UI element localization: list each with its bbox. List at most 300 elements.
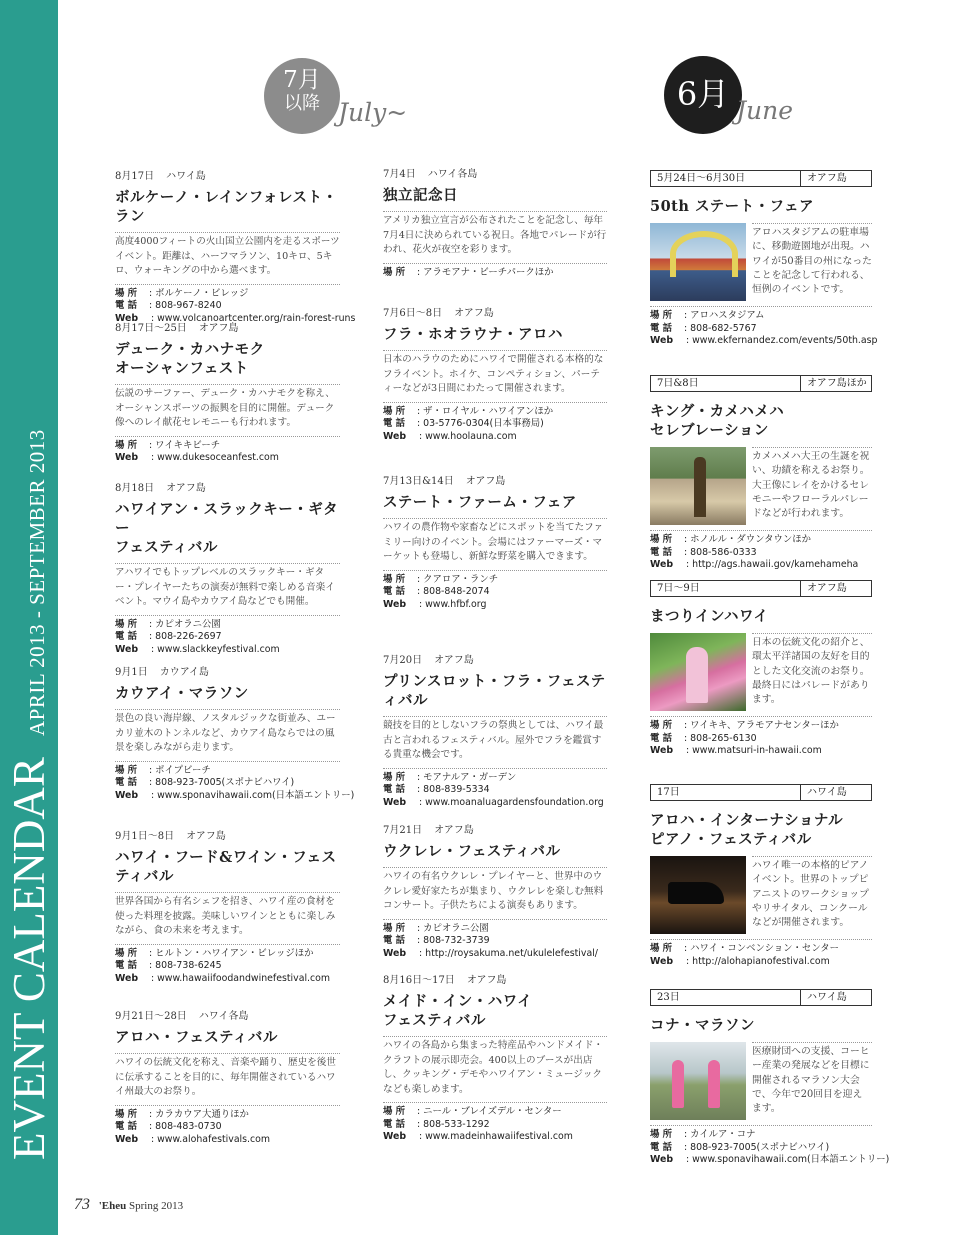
event-phone: 808-848-2074 bbox=[423, 586, 490, 597]
event-venue: ワイキキ、アラモアナセンターほか bbox=[690, 720, 839, 731]
event-phone: 808-483-0730 bbox=[155, 1121, 222, 1132]
event-phone: 808-732-3739 bbox=[423, 935, 490, 946]
event-venue: ザ・ロイヤル・ハワイアンほか bbox=[423, 405, 554, 417]
info-label: 電 話 bbox=[650, 546, 673, 558]
event-title-line: メイド・イン・ハワイ bbox=[383, 993, 533, 1010]
month-label: 6月 bbox=[676, 75, 730, 113]
event-phone: 808-839-5334 bbox=[423, 784, 490, 795]
event-entry bbox=[115, 830, 340, 985]
phone-row: 電 話 : 808-586-0333 bbox=[650, 546, 757, 558]
info-label: 場 所 bbox=[650, 534, 673, 545]
event-body bbox=[650, 223, 872, 301]
event-date: 9月1日～8日 bbox=[115, 831, 175, 842]
event-title-line: アロハ・インターナショナル bbox=[650, 812, 844, 829]
event-web-link[interactable]: www.matsuri-in-hawaii.com bbox=[692, 745, 822, 756]
event-title-line: ボルケーノ・レインフォレスト・ラン bbox=[115, 189, 338, 225]
event-island: オアフ島 bbox=[807, 583, 847, 594]
phone-row: 電 話 : 808-265-6130 bbox=[650, 732, 757, 744]
month-script-july: July~ bbox=[338, 98, 408, 127]
event-island: カウアイ島 bbox=[159, 667, 209, 678]
month-suffix: 以降 bbox=[284, 93, 320, 114]
phone-row: 電 話 : 808-848-2074 bbox=[383, 586, 490, 597]
event-title-line: ウクレレ・フェスティバル bbox=[383, 843, 561, 860]
web-row: Web : www.ekfernandez.com/events/50th.asp bbox=[650, 335, 878, 346]
event-title bbox=[650, 1016, 872, 1035]
event-date-line bbox=[383, 307, 607, 321]
event-title bbox=[383, 186, 607, 205]
event-island: オアフ島 bbox=[198, 323, 239, 334]
info-label: Web bbox=[383, 1131, 407, 1142]
event-title-line: ピアノ・フェスティバル bbox=[650, 831, 812, 848]
event-description: ハワイの農作物や家畜などにスポットを当てたファミリー向けのイベント。会場にはファーマーズ・マーケットも登場し、新鮮な野菜を購入できます。 bbox=[383, 518, 607, 565]
event-phone: 03-5776-0304(日本事務局) bbox=[423, 418, 544, 429]
event-entry bbox=[650, 170, 878, 348]
event-web-link[interactable]: www.dukesoceanfest.com bbox=[157, 452, 279, 463]
phone-row: 電 話 : 808-226-2697 bbox=[115, 631, 222, 642]
info-label: 場 所 bbox=[650, 310, 673, 321]
event-date-line bbox=[383, 168, 607, 182]
event-title bbox=[650, 607, 872, 626]
event-description: アハワイでもトップレベルのスラックキー・ギター・プレイヤーたちの演奏が無料で楽しめる音楽イベント。マウイ島やカウアイ島などでも開催。 bbox=[115, 563, 340, 610]
event-title bbox=[115, 848, 340, 886]
event-title bbox=[115, 1028, 340, 1047]
event-island: ハワイ各島 bbox=[198, 1011, 249, 1022]
event-info bbox=[115, 615, 340, 657]
event-description: ハワイ唯一の本格的ピアノイベント。世界のトップピアニストのワークショップやリサイタル、コンクールなどが開催されます。 bbox=[752, 856, 872, 934]
venue-row: 場 所 : ポイプビーチ bbox=[115, 764, 211, 776]
event-entry bbox=[115, 666, 355, 802]
event-web-link[interactable]: www.hawaiifoodandwinefestival.com bbox=[157, 972, 331, 984]
event-date: 8月17日～25日 bbox=[115, 323, 187, 334]
info-label: 電 話 bbox=[650, 732, 673, 744]
event-date-line bbox=[115, 322, 340, 336]
event-title-line: キング・カメハメハ bbox=[650, 403, 785, 420]
info-label: 電 話 bbox=[650, 322, 673, 334]
event-description: ハワイの各島から集まった特産品やハンドメイド・クラフトの展示即売会。400以上のブースが出店し、クッキング・デモやハワイアン・ミュージックなども楽しめます。 bbox=[383, 1036, 607, 1097]
event-island: ハワイ島 bbox=[807, 992, 847, 1003]
event-island: ハワイ島 bbox=[166, 171, 206, 182]
event-description: ハワイの有名ウクレレ・プレイヤーと、世界中のウクレレ愛好家たちが集まり、ウクレレを楽しむ無料コンサート。子供たちによる演奏もあります。 bbox=[383, 867, 607, 914]
event-date-line bbox=[115, 1010, 340, 1024]
info-label: Web bbox=[115, 972, 139, 984]
web-row: Web : www.dukesoceanfest.com bbox=[115, 452, 279, 463]
event-venue: カラカウア大通りほか bbox=[155, 1108, 249, 1120]
event-venue: ポイプビーチ bbox=[155, 764, 211, 776]
event-phone: 808-738-6245 bbox=[155, 960, 222, 971]
event-info bbox=[383, 1102, 607, 1144]
event-date-box bbox=[650, 580, 872, 597]
event-title bbox=[115, 188, 340, 226]
event-phone: 808-533-1292 bbox=[423, 1118, 490, 1130]
event-description: 医療財団への支援、コーヒー産業の発展などを目標に開催されるマラソン大会で、今年で20回目を迎えます。 bbox=[752, 1042, 872, 1120]
web-row: Web : www.slackkeyfestival.com bbox=[115, 643, 280, 655]
event-phone: 808-586-0333 bbox=[690, 546, 757, 558]
phone-row: 電 話 : 808-732-3739 bbox=[383, 935, 490, 946]
event-date: 5月24日～6月30日 bbox=[651, 171, 801, 186]
info-label: 電 話 bbox=[650, 1141, 673, 1153]
event-info bbox=[383, 570, 607, 612]
issue-label: Spring 2013 bbox=[129, 1200, 184, 1212]
event-info bbox=[383, 768, 607, 810]
event-title-line: フラ・ホオラウナ・アロハ bbox=[383, 326, 563, 343]
event-island: オアフ島ほか bbox=[807, 378, 867, 389]
event-info bbox=[383, 919, 607, 961]
runners-photo bbox=[650, 1042, 746, 1120]
event-date: 9月21日～28日 bbox=[115, 1011, 187, 1022]
info-label: 電 話 bbox=[383, 586, 406, 597]
venue-row: 場 所 : カピオラニ公園 bbox=[115, 618, 221, 630]
event-description: 競技を目的としないフラの祭典としては、ハワイ最古と言われるフェスティバル。屋外でフラを鑑賞する貴重な機会です。 bbox=[383, 716, 607, 763]
venue-row: 場 所 : カラカウア大通りほか bbox=[115, 1108, 249, 1120]
event-entry bbox=[115, 170, 356, 325]
event-web-link[interactable]: www.hfbf.org bbox=[425, 598, 487, 610]
event-date-line bbox=[115, 170, 340, 184]
event-description: 伝説のサーファー、デューク・カハナモクを称え、オーシャンスポーツの振興を目的に開催。デューク像へのレイ献花セレモニーも行われます。 bbox=[115, 384, 340, 431]
info-label: Web bbox=[650, 1154, 674, 1165]
event-body bbox=[650, 856, 872, 934]
event-info bbox=[650, 306, 878, 348]
event-date: 7月21日 bbox=[383, 825, 423, 836]
venue-row: 場 所 : アロハスタジアム bbox=[650, 310, 765, 321]
event-title-line: 50th ステート・フェア bbox=[650, 198, 814, 215]
event-web-link[interactable]: www.ekfernandez.com/events/50th.asp bbox=[692, 335, 878, 346]
event-web-link[interactable]: www.alohafestivals.com bbox=[157, 1133, 271, 1145]
side-title-main: EVENT CALENDAR bbox=[4, 757, 54, 1160]
event-title bbox=[383, 493, 607, 512]
venue-row: 場 所 : モアナルア・ガーデン bbox=[383, 771, 517, 783]
event-venue: ニール・ブレイズデル・センター bbox=[423, 1106, 562, 1117]
event-date: 8月16日～17日 bbox=[383, 975, 455, 986]
event-info bbox=[650, 939, 872, 968]
page-number: 73 bbox=[74, 1196, 90, 1213]
event-date-line bbox=[115, 482, 340, 496]
venue-row: 場 所 : ボルケーノ・ビレッジ bbox=[115, 287, 249, 299]
event-title bbox=[383, 672, 607, 710]
info-label: 場 所 bbox=[115, 618, 138, 630]
event-web-link[interactable]: http://roysakuma.net/ukulelefestival/ bbox=[425, 947, 598, 959]
venue-row: 場 所 : ニール・ブレイズデル・センター bbox=[383, 1106, 562, 1117]
event-island: オアフ島 bbox=[186, 831, 226, 842]
web-row: Web : http://roysakuma.net/ukulelefestival/ bbox=[383, 947, 598, 959]
venue-row: 場 所 : カイルア・コナ bbox=[650, 1129, 756, 1140]
info-label: 場 所 bbox=[115, 764, 138, 776]
info-label: Web bbox=[115, 643, 139, 655]
event-title-line: カウアイ・マラソン bbox=[115, 685, 249, 702]
event-phone: 808-923-7005(スポナビハワイ) bbox=[690, 1141, 830, 1153]
event-web-link[interactable]: http://ags.hawaii.gov/kamehameha bbox=[692, 559, 859, 570]
month-badge-july bbox=[264, 58, 340, 134]
info-label: Web bbox=[650, 559, 674, 570]
event-island: オアフ島 bbox=[454, 308, 494, 319]
web-row: Web : http://ags.hawaii.gov/kamehameha bbox=[650, 559, 859, 570]
event-description: 日本の伝統文化の紹介と、環太平洋諸国の友好を目的とした文化交流のお祭り。最終日にはパレードがあります。 bbox=[752, 633, 872, 711]
page-footer bbox=[74, 1196, 183, 1214]
event-title bbox=[115, 340, 340, 378]
phone-row: 電 話 : 808-967-8240 bbox=[115, 300, 222, 311]
info-label: 場 所 bbox=[650, 943, 673, 954]
event-web-link[interactable]: www.slackkeyfestival.com bbox=[157, 643, 280, 655]
info-label: 電 話 bbox=[383, 1118, 406, 1130]
event-venue: ボルケーノ・ビレッジ bbox=[155, 287, 249, 299]
event-title-line: アロハ・フェスティバル bbox=[115, 1029, 278, 1046]
event-web-link[interactable]: www.volcanoartcenter.org/rain-forest-runs bbox=[157, 312, 356, 324]
event-island: ハワイ島 bbox=[807, 787, 847, 798]
event-title-line: 独立記念日 bbox=[383, 187, 458, 204]
venue-row: 場 所 : ザ・ロイヤル・ハワイアンほか bbox=[383, 405, 554, 417]
venue-row: 場 所 : ワイキキビーチ bbox=[115, 439, 221, 451]
event-date-line bbox=[115, 666, 340, 680]
event-date-box bbox=[650, 989, 872, 1006]
event-title bbox=[115, 684, 340, 703]
event-web-link[interactable]: www.moanaluagardensfoundation.org bbox=[425, 796, 604, 808]
event-description: ハワイの伝統文化を称え、音楽や踊り、歴史を後世に伝承することを目的に、毎年開催されているハワイ州最大のお祭り。 bbox=[115, 1053, 340, 1100]
info-label: 場 所 bbox=[115, 439, 138, 451]
event-description: 景色の良い海岸線、ノスタルジックな街並み、ユーカリ並木のトンネルなど、カウアイ島ならではの風景を楽しみながら走ります。 bbox=[115, 709, 340, 756]
web-row: Web : http://alohapianofestival.com bbox=[650, 955, 830, 967]
event-venue: モアナルア・ガーデン bbox=[423, 771, 517, 783]
event-info bbox=[650, 1125, 890, 1167]
event-island: オアフ島 bbox=[807, 173, 847, 184]
venue-row: 場 所 : カピオラニ公園 bbox=[383, 922, 489, 934]
info-label: 場 所 bbox=[383, 922, 406, 934]
month-script-june: June bbox=[736, 96, 794, 125]
info-label: 電 話 bbox=[383, 784, 406, 795]
month-label: 7月 bbox=[283, 67, 321, 93]
info-label: Web bbox=[115, 312, 139, 324]
event-description: 高度4000フィートの火山国立公園内を走るスポーツイベント。距離は、ハーフマラソン、10キロ、5キロ、ウォーキングの中から選べます。 bbox=[115, 232, 340, 279]
venue-row: 場 所 : ヒルトン・ハワイアン・ビレッジほか bbox=[115, 947, 314, 959]
event-description: アメリカ独立宣言が公布されたことを記念し、毎年7月4日に決められている祝日。各地でパレードが行われ、花火が夜空を彩ります。 bbox=[383, 211, 607, 258]
event-venue: ヒルトン・ハワイアン・ビレッジほか bbox=[155, 947, 314, 959]
side-title bbox=[0, 0, 58, 1235]
event-title bbox=[115, 500, 340, 557]
statue-photo bbox=[650, 447, 746, 525]
event-entry bbox=[650, 580, 872, 758]
event-phone: 808-226-2697 bbox=[155, 631, 222, 642]
web-row: Web : www.hfbf.org bbox=[383, 598, 487, 610]
info-label: 電 話 bbox=[383, 935, 406, 946]
event-entry bbox=[383, 168, 607, 279]
event-date: 7月4日 bbox=[383, 169, 416, 180]
event-body bbox=[650, 1042, 872, 1120]
event-title-line: デューク・カハナモク bbox=[115, 341, 265, 358]
event-date: 8月17日 bbox=[115, 171, 155, 182]
event-date-line bbox=[383, 475, 607, 489]
info-label: Web bbox=[650, 745, 674, 756]
event-date-line bbox=[383, 824, 607, 838]
event-title-line: プリンスロット・フラ・フェスティバル bbox=[383, 673, 606, 709]
info-label: Web bbox=[383, 430, 407, 442]
web-row: Web : www.alohafestivals.com bbox=[115, 1133, 271, 1145]
event-title bbox=[650, 197, 872, 216]
event-title bbox=[650, 402, 872, 440]
event-entry bbox=[650, 784, 872, 968]
event-entry bbox=[383, 307, 607, 443]
event-phone: 808-923-7005(スポナビハワイ) bbox=[155, 777, 295, 788]
event-venue: ハワイ・コンベンション・センター bbox=[690, 943, 840, 954]
event-description: 世界各国から有名シェフを招き、ハワイ産の食材を使った料理を披露。美味しいワインとともに楽しみながら、食の未来を考えます。 bbox=[115, 892, 340, 939]
event-info bbox=[115, 1105, 340, 1147]
event-title-line: セレブレーション bbox=[650, 422, 769, 439]
info-label: 電 話 bbox=[115, 1121, 138, 1132]
event-description: カメハメハ大王の生誕を祝い、功績を称えるお祭り。大王像にレイをかけるセレモニーやフローラルパレードなどが行われます。 bbox=[752, 447, 872, 525]
phone-row: 電 話 : 03-5776-0304(日本事務局) bbox=[383, 418, 544, 429]
event-title-line: ステート・ファーム・フェア bbox=[383, 494, 577, 511]
event-date: 17日 bbox=[651, 785, 801, 800]
venue-row: 場 所 : アラモアナ・ビーチパークほか bbox=[383, 266, 554, 278]
carnival-photo bbox=[650, 223, 746, 301]
event-body bbox=[650, 633, 872, 711]
event-date-box bbox=[650, 784, 872, 801]
phone-row: 電 話 : 808-839-5334 bbox=[383, 784, 490, 795]
venue-row: 場 所 : ハワイ・コンベンション・センター bbox=[650, 943, 840, 954]
event-entry bbox=[383, 824, 607, 960]
event-body bbox=[650, 447, 872, 525]
event-title bbox=[383, 325, 607, 344]
info-label: Web bbox=[115, 789, 139, 801]
info-label: 場 所 bbox=[650, 1129, 673, 1140]
event-entry bbox=[115, 1010, 340, 1146]
magazine-name: 'Eheu bbox=[98, 1200, 127, 1212]
event-web-link[interactable]: www.madeinhawaiifestival.com bbox=[425, 1131, 573, 1142]
event-phone: 808-265-6130 bbox=[690, 732, 757, 744]
event-info bbox=[383, 263, 607, 280]
event-venue: カイルア・コナ bbox=[690, 1129, 756, 1140]
info-label: 場 所 bbox=[383, 771, 406, 783]
phone-row: 電 話 : 808-483-0730 bbox=[115, 1121, 222, 1132]
event-venue: アラモアナ・ビーチパークほか bbox=[423, 266, 554, 278]
phone-row: 電 話 : 808-533-1292 bbox=[383, 1118, 490, 1130]
piano-photo bbox=[650, 856, 746, 934]
event-venue: ワイキキビーチ bbox=[155, 439, 221, 451]
event-title-line: まつりインハワイ bbox=[650, 608, 769, 625]
info-label: Web bbox=[383, 598, 407, 610]
event-title-line: コナ・マラソン bbox=[650, 1017, 755, 1034]
event-island: オアフ島 bbox=[434, 655, 474, 666]
info-label: 場 所 bbox=[115, 287, 138, 299]
event-island: ハワイ各島 bbox=[427, 169, 478, 180]
event-entry bbox=[115, 482, 340, 656]
event-info bbox=[115, 944, 340, 986]
event-entry bbox=[383, 974, 607, 1144]
event-info bbox=[383, 402, 607, 444]
event-island: オアフ島 bbox=[466, 975, 507, 986]
web-row: Web : www.sponavihawaii.com(日本語エントリー) bbox=[115, 789, 355, 801]
phone-row: 電 話 : 808-682-5767 bbox=[650, 322, 757, 334]
event-entry bbox=[383, 654, 607, 809]
event-info bbox=[650, 530, 872, 572]
info-label: Web bbox=[115, 452, 139, 463]
event-entry bbox=[115, 322, 340, 465]
info-label: 電 話 bbox=[115, 777, 138, 788]
event-date: 7日～9日 bbox=[651, 581, 801, 596]
event-entry bbox=[650, 989, 890, 1167]
event-date-line bbox=[115, 830, 340, 844]
web-row: Web : www.hoolauna.com bbox=[383, 430, 517, 442]
event-info bbox=[115, 761, 355, 803]
web-row: Web : www.madeinhawaiifestival.com bbox=[383, 1131, 573, 1142]
event-web-link[interactable]: www.sponavihawaii.com(日本語エントリー) bbox=[157, 789, 355, 801]
phone-row: 電 話 : 808-738-6245 bbox=[115, 960, 222, 971]
event-venue: カピオラニ公園 bbox=[423, 922, 489, 934]
event-web-link[interactable]: www.hoolauna.com bbox=[425, 430, 517, 442]
event-date: 8月18日 bbox=[115, 483, 155, 494]
month-badge-june bbox=[664, 56, 742, 134]
phone-row: 電 話 : 808-923-7005(スポナビハワイ) bbox=[115, 777, 295, 788]
event-title-line: ハワイアン・スラックキー・ギター bbox=[115, 501, 339, 537]
festival-photo bbox=[650, 633, 746, 711]
web-row: Web : www.matsuri-in-hawaii.com bbox=[650, 745, 822, 756]
event-title-line: フェスティバル bbox=[383, 1012, 486, 1029]
event-title-line: ハワイ・フード&ワイン・フェスティバル bbox=[115, 849, 337, 885]
info-label: Web bbox=[650, 335, 674, 346]
event-title bbox=[383, 842, 607, 861]
info-label: 電 話 bbox=[115, 631, 138, 642]
info-label: 場 所 bbox=[383, 405, 406, 417]
event-venue: カピオラニ公園 bbox=[155, 618, 221, 630]
event-web-link[interactable]: www.sponavihawaii.com(日本語エントリー) bbox=[692, 1154, 890, 1165]
event-date-box bbox=[650, 170, 872, 187]
event-island: オアフ島 bbox=[434, 825, 474, 836]
event-info bbox=[115, 284, 356, 326]
info-label: 電 話 bbox=[383, 418, 406, 429]
info-label: Web bbox=[650, 955, 674, 967]
event-title-line: フェスティバル bbox=[115, 539, 218, 556]
event-title bbox=[650, 811, 872, 849]
event-description: アロハスタジアムの駐車場に、移動遊園地が出現。ハワイが50番目の州になったことを記念して行われる、恒例のイベントです。 bbox=[752, 223, 872, 301]
event-venue: クアロア・ランチ bbox=[423, 573, 499, 585]
info-label: Web bbox=[383, 947, 407, 959]
info-label: 場 所 bbox=[383, 573, 406, 585]
info-label: Web bbox=[115, 1133, 139, 1145]
event-entry bbox=[383, 475, 607, 611]
event-date-line bbox=[383, 974, 607, 988]
event-date: 7日&8日 bbox=[651, 376, 801, 391]
web-row: Web : www.sponavihawaii.com(日本語エントリー) bbox=[650, 1154, 890, 1165]
event-phone: 808-967-8240 bbox=[155, 300, 222, 311]
info-label: 場 所 bbox=[383, 266, 406, 278]
event-web-link[interactable]: http://alohapianofestival.com bbox=[692, 955, 830, 967]
event-venue: アロハスタジアム bbox=[690, 310, 765, 321]
event-info bbox=[115, 436, 340, 465]
event-island: オアフ島 bbox=[465, 476, 506, 487]
event-title-line: オーシャンフェスト bbox=[115, 360, 249, 377]
venue-row: 場 所 : クアロア・ランチ bbox=[383, 573, 499, 585]
event-date: 7月13日&14日 bbox=[383, 476, 454, 487]
event-title bbox=[383, 992, 607, 1030]
web-row: Web : www.volcanoartcenter.org/rain-forest-runs bbox=[115, 312, 356, 324]
info-label: Web bbox=[383, 796, 407, 808]
side-title-sub: APRIL 2013 - SEPTEMBER 2013 bbox=[25, 429, 49, 737]
venue-row: 場 所 : ホノルル・ダウンタウンほか bbox=[650, 534, 812, 545]
event-info bbox=[650, 716, 872, 758]
info-label: 電 話 bbox=[115, 960, 138, 971]
web-row: Web : www.hawaiifoodandwinefestival.com bbox=[115, 972, 331, 984]
info-label: 場 所 bbox=[115, 1108, 138, 1120]
phone-row: 電 話 : 808-923-7005(スポナビハワイ) bbox=[650, 1141, 830, 1153]
info-label: 場 所 bbox=[115, 947, 138, 959]
event-phone: 808-682-5767 bbox=[690, 322, 757, 334]
info-label: 場 所 bbox=[383, 1106, 406, 1117]
event-date-box bbox=[650, 375, 872, 392]
web-row: Web : www.moanaluagardensfoundation.org bbox=[383, 796, 604, 808]
event-island: オアフ島 bbox=[166, 483, 206, 494]
event-venue: ホノルル・ダウンタウンほか bbox=[690, 534, 812, 545]
event-date: 7月20日 bbox=[383, 655, 423, 666]
event-date: 7月6日～8日 bbox=[383, 308, 443, 319]
event-entry bbox=[650, 375, 872, 572]
info-label: 電 話 bbox=[115, 300, 138, 311]
